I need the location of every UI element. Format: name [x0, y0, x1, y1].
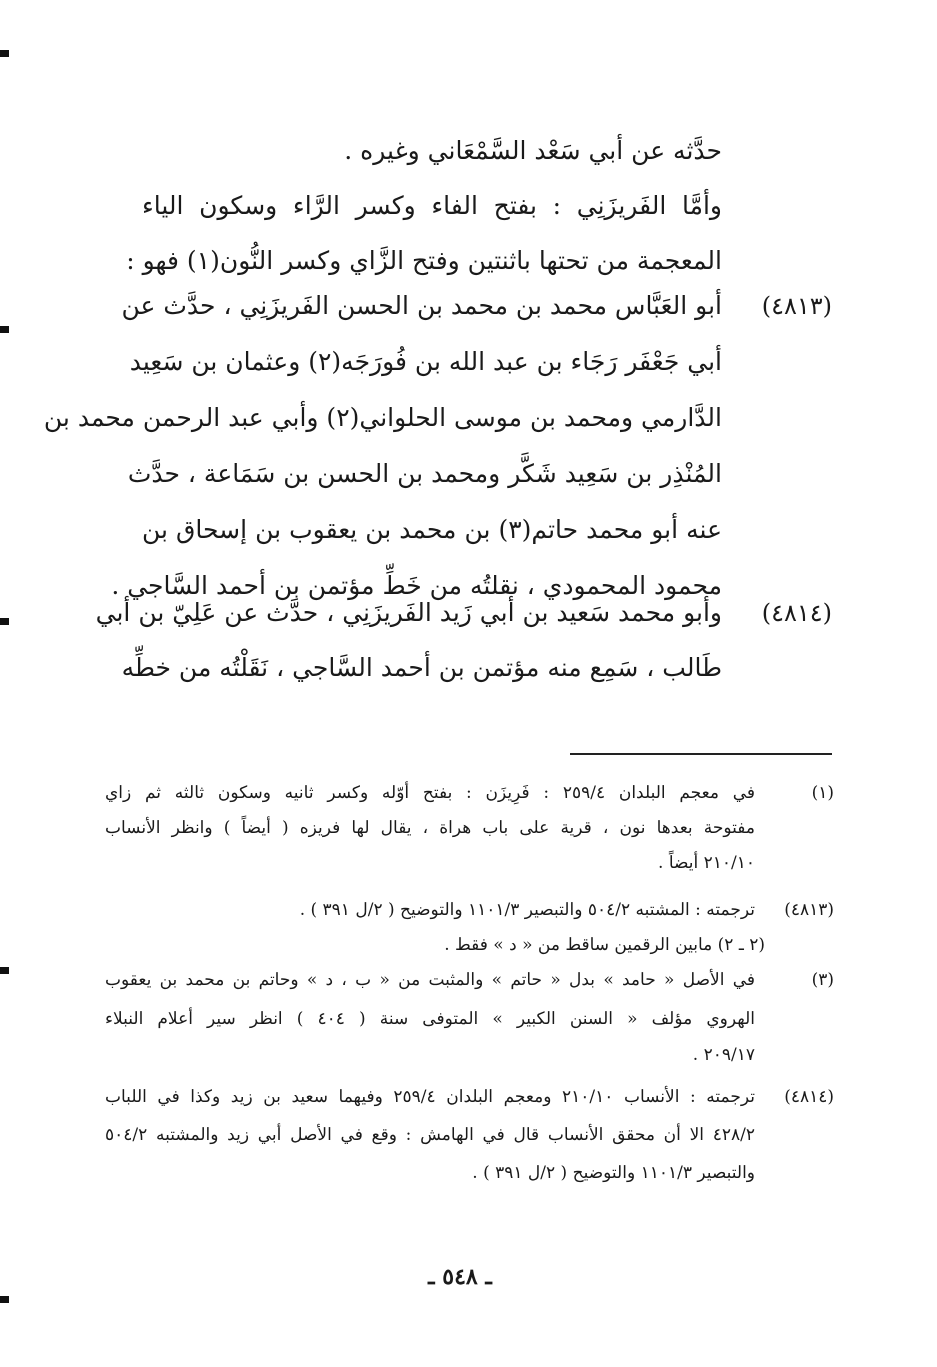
text-line: وأبو محمد سَعيد بن أبي زَيد الفَريزَنِي ، حدَّث عن عَلِيّ بن أبي [95, 598, 722, 627]
footnote-label: (٤٨١٤) [784, 1087, 834, 1107]
footnote-divider [570, 753, 832, 755]
text-line: أبو العَبَّاس محمد بن محمد بن الحسن الفَريزَنِي ، حدَّث عن [121, 291, 722, 320]
edge-mark [0, 50, 9, 57]
footnote-label: (٣) [811, 970, 834, 990]
text-line: وأمَّا الفَريزَنِي : بفتح الفاء وكسر الرَّاء وسكون الياء [142, 191, 722, 220]
text-line: عنه أبو محمد حاتم(٣) بن محمد بن يعقوب بن إسحاق بن [142, 515, 722, 544]
entry-number: (٤٨١٣) [761, 292, 832, 320]
text-line: الدَّارمي ومحمد بن موسى الحلواني(٢) وأبي عبد الرحمن محمد بن [43, 403, 722, 432]
entry-number: (٤٨١٤) [761, 599, 832, 627]
footnote-line: ٢٠٩/١٧ . [692, 1045, 755, 1065]
footnote-line: الهروي مؤلف « السنن الكبير » المتوفى سنة ( ٤٠٤ ) انظر سير أعلام النبلاء [105, 1009, 755, 1029]
footnote-line: مفتوحة بعدها نون ، قرية على باب هراة ، يقال لها فريزه ( أيضاً ) وانظر الأنساب [105, 818, 755, 838]
text-line: أبي جَعْفَر رَجَاء بن عبد الله بن فُورَجَه(٢) وعثمان بن سَعِيد [129, 347, 722, 376]
footnote-line: في معجم البلدان ٢٥٩/٤ : فَرِيزَن : بفتح أوّله وكسر ثانيه وسكون ثالثه ثم زاي [105, 783, 755, 803]
footnote-line: والتبصير ١١٠١/٣ والتوضيح ( ٢/ل ٣٩١ ) . [472, 1163, 755, 1183]
page-number: ـ ٥٤٨ ـ [428, 1264, 492, 1290]
footnote-line: (٢ ـ ٢) مابين الرقمين ساقط من « د » فقط . [444, 935, 765, 955]
text-line: طَالب ، سَمِع منه مؤتمن بن أحمد السَّاجي ، نَقَلْتُه من خطِّه [121, 653, 722, 682]
footnote-label: (٤٨١٣) [784, 900, 834, 920]
footnote-line: ٤٢٨/٢ الا أن محقق الأنساب قال في الهامش : وقع في الأصل أبي زيد والمشتبه ٥٠٤/٢ [105, 1125, 755, 1145]
footnote-line: ترجمته : الأنساب ٢١٠/١٠ ومعجم البلدان ٢٥٩/٤ وفيهما سعيد بن زيد وكذا في اللباب [105, 1087, 755, 1107]
edge-mark [0, 967, 9, 974]
footnote-label: (١) [811, 783, 834, 803]
footnote-line: ترجمته : المشتبه ٥٠٤/٢ والتبصير ١١٠١/٣ والتوضيح ( ٢/ل ٣٩١ ) . [299, 900, 755, 920]
text-line: المعجمة من تحتها باثنتين وفتح الزَّاي وكسر النُّون(١) فهو : [126, 246, 722, 275]
footnote-line: في الأصل « حامد » بدل « حاتم » والمثبت من « ب ، د » وحاتم بن محمد بن يعقوب [105, 970, 755, 990]
footnote-line: ٢١٠/١٠ أيضاً . [658, 853, 755, 873]
text-line: المُنْذِر بن سَعِيد شَكَّر ومحمد بن الحسن بن سَمَاعة ، حدَّث [127, 459, 722, 488]
text-line: حدَّثه عن أبي سَعْد السَّمْعَاني وغيره . [344, 136, 722, 165]
edge-mark [0, 618, 9, 625]
edge-mark [0, 1296, 9, 1303]
edge-mark [0, 326, 9, 333]
text-line: محمود المحمودي ، نقلتُه من خَطِّ مؤتمن بن أحمد السَّاجي . [111, 571, 722, 600]
